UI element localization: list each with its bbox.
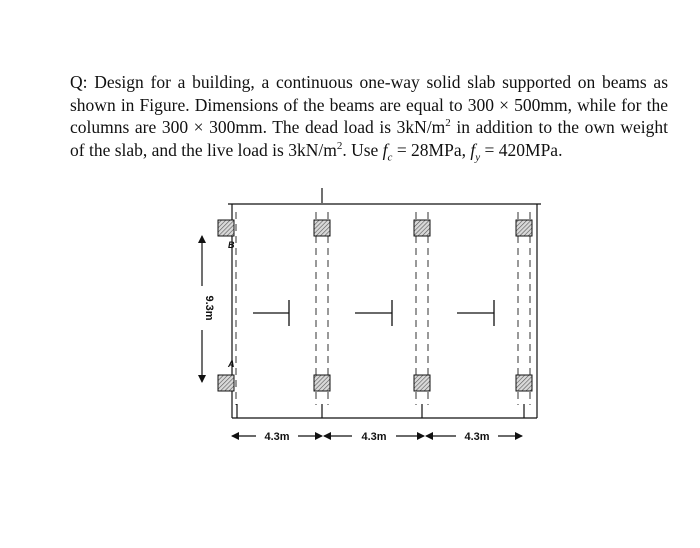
fy-subscript: y (475, 151, 481, 163)
span-markers (253, 300, 494, 326)
column-top-2 (314, 220, 330, 236)
column-top-1 (218, 220, 234, 236)
height-dimension-label: 9.3m (203, 295, 215, 321)
question-prefix: Q: (70, 72, 88, 92)
column-bottom-3 (414, 375, 430, 391)
fc-value: = 28MPa, (392, 139, 471, 160)
fy-symbol: f (470, 139, 476, 160)
point-label-b: B (228, 240, 235, 250)
point-label-a: A (228, 359, 235, 369)
span-label-1: 4.3m (264, 431, 290, 443)
beam-lines (236, 212, 530, 405)
gridline-ticks (237, 188, 524, 418)
span-label-3: 4.3m (464, 431, 490, 443)
question-part-1: Design for a building, a continuous one-way solid slab supported on beams as shown in Figure. Dimensions of the beams are equal to 300 × 500mm, while for the columns are 300 × 300mm. The dead load is 3kN/m (70, 72, 669, 137)
span-label-2: 4.3m (361, 431, 387, 443)
question-part-2: in addition to the own weight of the slab, and the live load is 3kN/m (70, 117, 668, 160)
unit-exponent-1: 2 (445, 117, 451, 130)
columns (218, 220, 532, 391)
question-part-3: . Use (342, 139, 383, 160)
fc-subscript: c (387, 151, 393, 163)
fc-symbol: f (382, 139, 388, 160)
column-bottom-2 (314, 375, 330, 391)
fy-value: = 420MPa. (480, 139, 563, 160)
column-top-4 (516, 220, 532, 236)
column-bottom-1 (218, 375, 234, 391)
column-bottom-4 (516, 375, 532, 391)
unit-exponent-2: 2 (336, 139, 343, 152)
column-top-3 (414, 220, 430, 236)
